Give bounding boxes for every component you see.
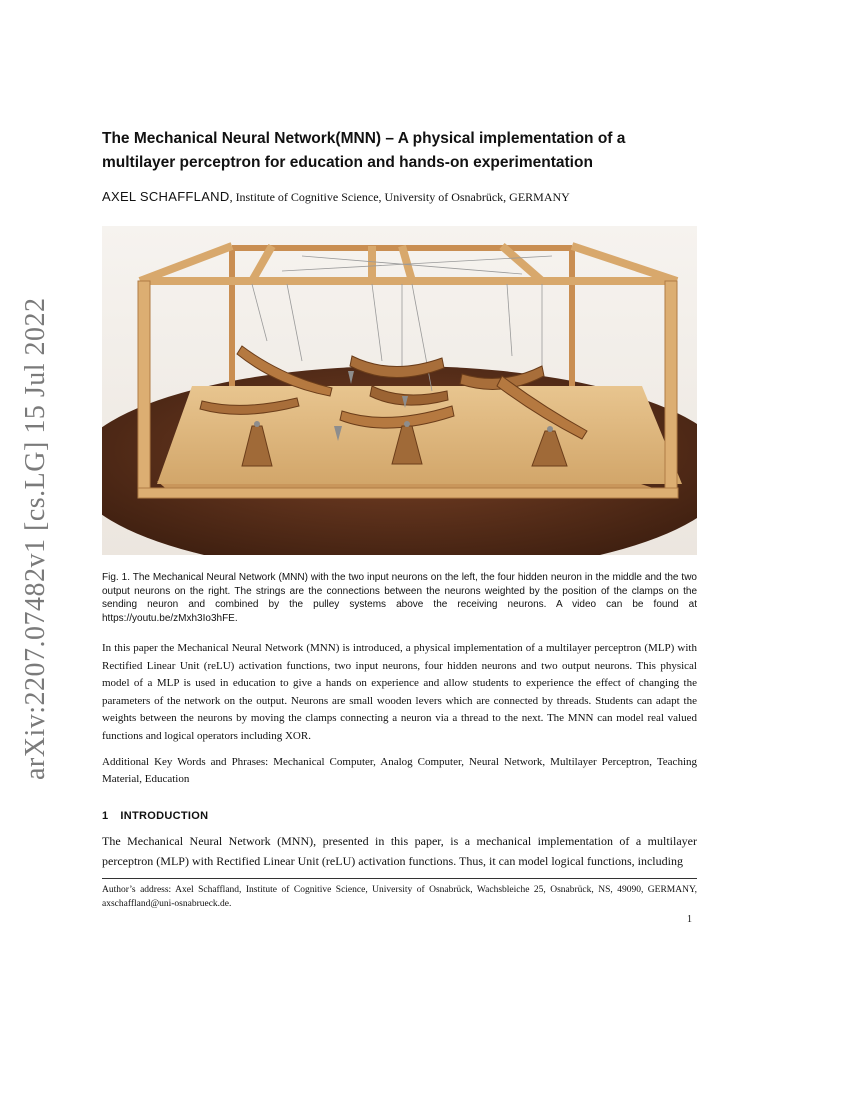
figure-caption: Fig. 1. The Mechanical Neural Network (MNN) with the two input neurons on the left, the four hidden neuron in the middle and the two output neurons on the right. The strings are the connections between the neurons weighted by the position of the clamps on the sending neuron and combined by the pulley systems above the receiving neurons. A video can be found at https://youtu.be/zMxh3Io3hFE. <box>102 572 697 624</box>
author-affiliation: , Institute of Cognitive Science, University of Osnabrück, GERMANY <box>229 190 570 204</box>
author-name: AXEL SCHAFFLAND <box>102 189 230 204</box>
mnn-photo-illustration <box>102 226 697 555</box>
author-line <box>102 189 570 205</box>
paper-title: The Mechanical Neural Network(MNN) – A physical implementation of a multilayer perceptron for education and hands-on experimentation <box>102 130 626 171</box>
arxiv-identifier: arXiv:2207.07482v1 [cs.LG] 15 Jul 2022 <box>20 297 51 780</box>
keywords: Additional Key Words and Phrases: Mechanical Computer, Analog Computer, Neural Network, Multilayer Perceptron, Teaching Material, Education <box>102 756 697 785</box>
author-address-footnote: Author’s address: Axel Schaffland, Institute of Cognitive Science, University of Osnabrück, Wachsbleiche 25, Osnabrück, NS, 49090, GERMANY, axschaffland@uni-osnabrueck.de. <box>102 885 697 909</box>
page-number: 1 <box>687 914 692 925</box>
abstract: In this paper the Mechanical Neural Network (MNN) is introduced, a physical implementation of a multilayer perceptron (MLP) with Rectified Linear Unit (reLU) activation functions, two input neurons, four hidden neurons and two output neurons. This physical model of a MLP is used in education to give a hands on experience and allow students to experience the effect of changing the parameters of the network on the output. Neurons are small wooden levers which are connected by threads. Students can adapt the weights between the neurons by moving the clamps connecting a neuron via a thread to the next. The MNN can model real valued functions and logical operators including XOR. <box>102 642 697 742</box>
section-heading-introduction <box>102 810 208 822</box>
introduction-text: The Mechanical Neural Network (MNN), presented in this paper, is a mechanical implementation of a multilayer perceptron (MLP) with Rectified Linear Unit (reLU) activation functions. Thus, it can model logical functions, including <box>102 834 697 868</box>
section-number: 1 <box>102 810 109 822</box>
figure-mnn-photo <box>102 226 697 555</box>
footnote-divider <box>102 878 697 879</box>
section-title: INTRODUCTION <box>120 810 209 822</box>
